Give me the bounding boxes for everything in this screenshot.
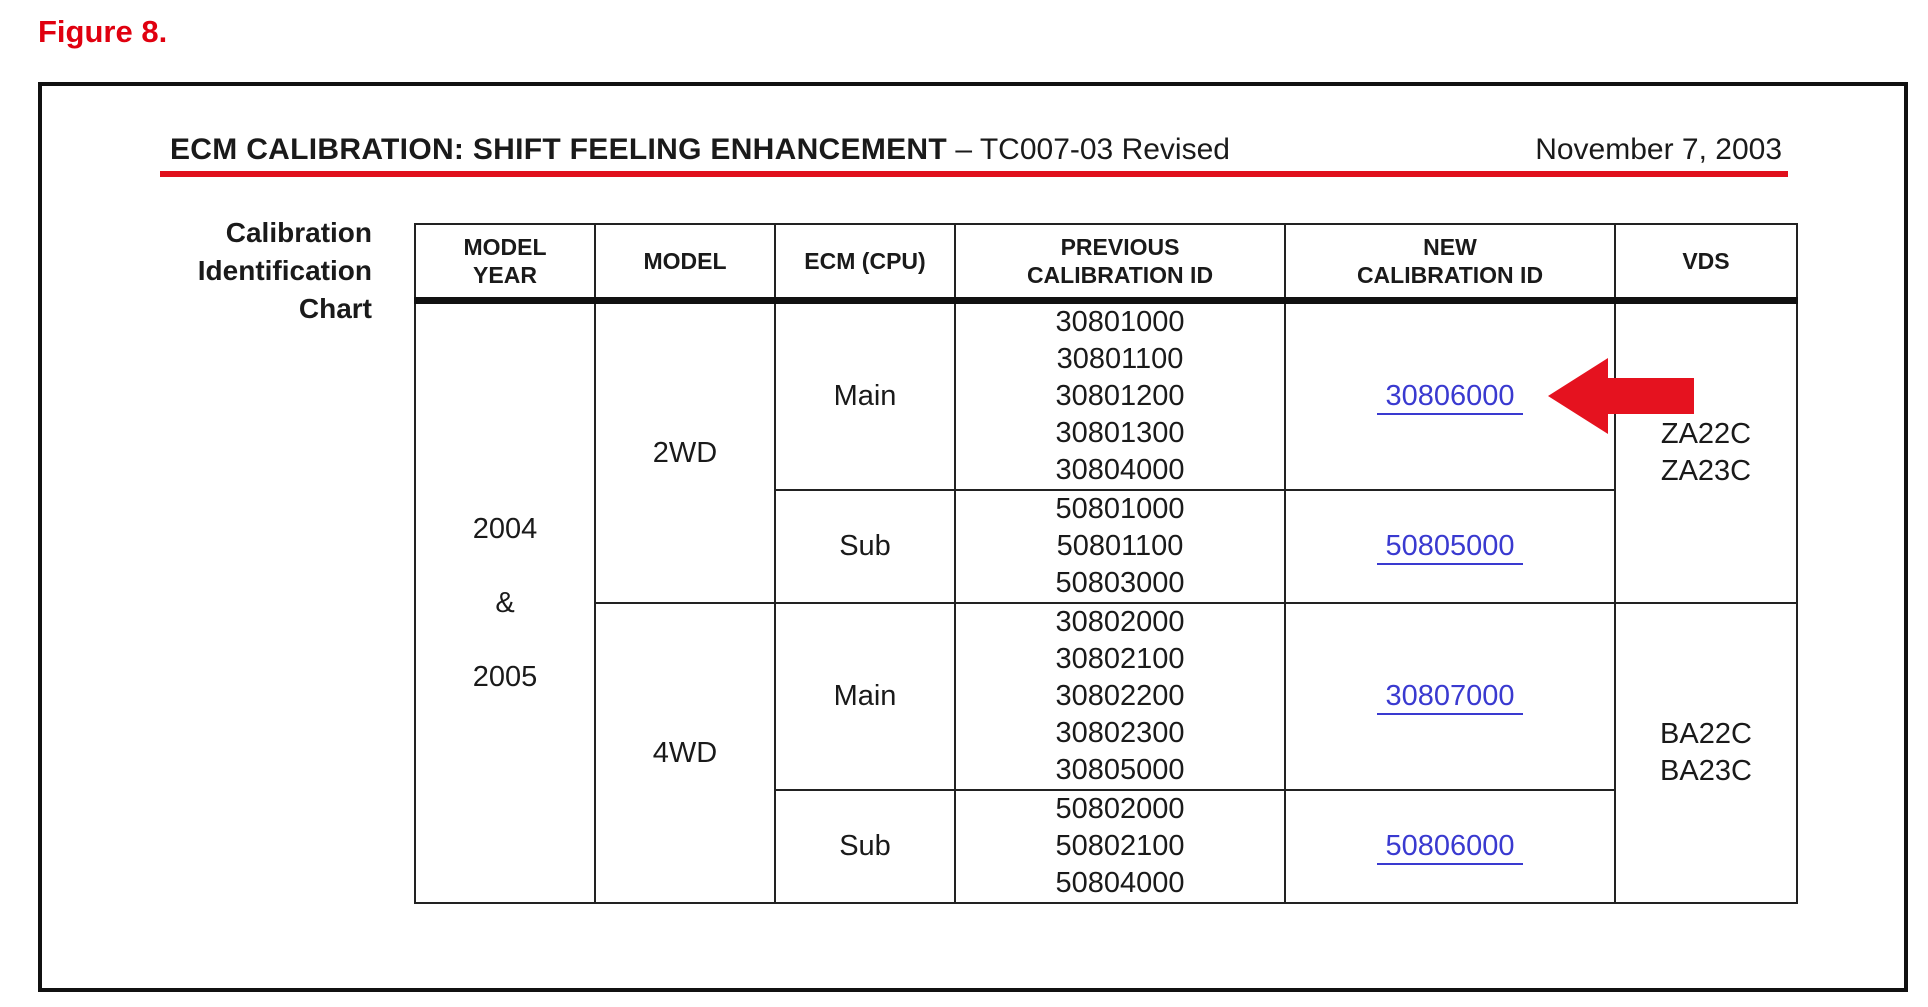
- table-row: [415, 603, 1797, 790]
- ecm-cell: [775, 790, 955, 903]
- previous-calibration-id: 50804000: [1055, 867, 1185, 899]
- column-header-new-calibration: [1285, 224, 1615, 301]
- model-year-cell: [415, 301, 595, 904]
- new-calibration-link[interactable]: 50805000: [1377, 530, 1522, 565]
- previous-calibration-cell: [955, 603, 1285, 790]
- previous-calibration-id: 30802200: [1055, 680, 1185, 712]
- previous-calibration-id: 30802300: [1055, 717, 1185, 749]
- ecm-cell: [775, 603, 955, 790]
- column-header-line: CALIBRATION ID: [1356, 262, 1544, 288]
- column-header-line: MODEL: [463, 234, 547, 260]
- previous-calibration-id: 50801100: [1056, 530, 1184, 562]
- new-calibration-link[interactable]: 30807000: [1377, 680, 1522, 715]
- vds-cell: [1615, 301, 1797, 604]
- ecm-cell: [775, 490, 955, 603]
- previous-calibration-id: 50803000: [1055, 567, 1185, 599]
- previous-calibration-cell: [955, 490, 1285, 603]
- previous-calibration-cell: [955, 790, 1285, 903]
- previous-calibration-cell: [955, 301, 1285, 491]
- previous-calibration-id: 30802000: [1055, 606, 1185, 638]
- vds-code: BA23C: [1660, 755, 1752, 787]
- calibration-table: [414, 223, 1798, 904]
- new-calibration-cell: [1285, 603, 1615, 790]
- column-header-ecm: [775, 224, 955, 301]
- model-cell: [595, 301, 775, 604]
- previous-calibration-id: 50802000: [1055, 793, 1185, 825]
- previous-calibration-id: 30804000: [1055, 454, 1185, 486]
- model-year-value: 2004: [472, 512, 538, 545]
- previous-calibration-id: 30801300: [1055, 417, 1185, 449]
- ecm-value: Sub: [839, 830, 891, 862]
- vds-code: ZA23C: [1660, 455, 1752, 487]
- document-title-main: ECM CALIBRATION: SHIFT FEELING ENHANCEMENT: [170, 133, 948, 166]
- header-divider: [160, 171, 1788, 177]
- column-header-model: [595, 224, 775, 301]
- previous-calibration-id: 30801000: [1055, 306, 1185, 338]
- document-title: [170, 130, 1230, 170]
- model-value: 4WD: [652, 736, 718, 769]
- table-header-row: [415, 224, 1797, 301]
- previous-calibration-id: 30802100: [1055, 643, 1185, 675]
- ecm-value: Sub: [839, 530, 891, 562]
- new-calibration-cell: [1285, 490, 1615, 603]
- model-year-value: 2005: [472, 660, 538, 693]
- previous-calibration-id: 30801200: [1055, 380, 1185, 412]
- model-value: 2WD: [652, 436, 718, 469]
- model-cell: [595, 603, 775, 903]
- model-year-value: &: [495, 586, 515, 619]
- previous-calibration-id: 30805000: [1055, 754, 1185, 786]
- chart-caption-line: Calibration: [225, 217, 372, 248]
- chart-caption-line: Chart: [298, 293, 372, 324]
- chart-caption: [140, 214, 372, 328]
- column-header-line: MODEL: [643, 248, 727, 274]
- vds-code: BA22C: [1660, 718, 1752, 750]
- column-header-line: ECM (CPU): [804, 248, 926, 274]
- vds-code: ZA22C: [1660, 418, 1752, 450]
- column-header-line: YEAR: [473, 262, 537, 288]
- ecm-cell: [775, 301, 955, 491]
- ecm-value: Main: [833, 380, 897, 412]
- vds-cell: [1615, 603, 1797, 903]
- red-left-arrow-icon: [1548, 358, 1694, 434]
- figure-label: Figure 8.: [38, 14, 168, 49]
- document-title-subtitle: – TC007-03 Revised: [947, 133, 1230, 166]
- new-calibration-cell: [1285, 790, 1615, 903]
- previous-calibration-id: 50801000: [1055, 493, 1185, 525]
- document-date: November 7, 2003: [1535, 133, 1782, 166]
- chart-caption-line: Identification: [197, 255, 372, 286]
- document-header: [170, 130, 1782, 174]
- column-header-vds: [1615, 224, 1797, 301]
- column-header-line: NEW: [1423, 234, 1477, 260]
- new-calibration-link[interactable]: 50806000: [1377, 830, 1522, 865]
- column-header-line: PREVIOUS: [1060, 234, 1180, 260]
- column-header-model-year: [415, 224, 595, 301]
- previous-calibration-id: 30801100: [1056, 343, 1184, 375]
- new-calibration-link[interactable]: 30806000: [1377, 380, 1522, 415]
- column-header-previous-calibration: [955, 224, 1285, 301]
- column-header-line: VDS: [1682, 248, 1730, 274]
- ecm-value: Main: [833, 680, 897, 712]
- previous-calibration-id: 50802100: [1055, 830, 1185, 862]
- column-header-line: CALIBRATION ID: [1026, 262, 1214, 288]
